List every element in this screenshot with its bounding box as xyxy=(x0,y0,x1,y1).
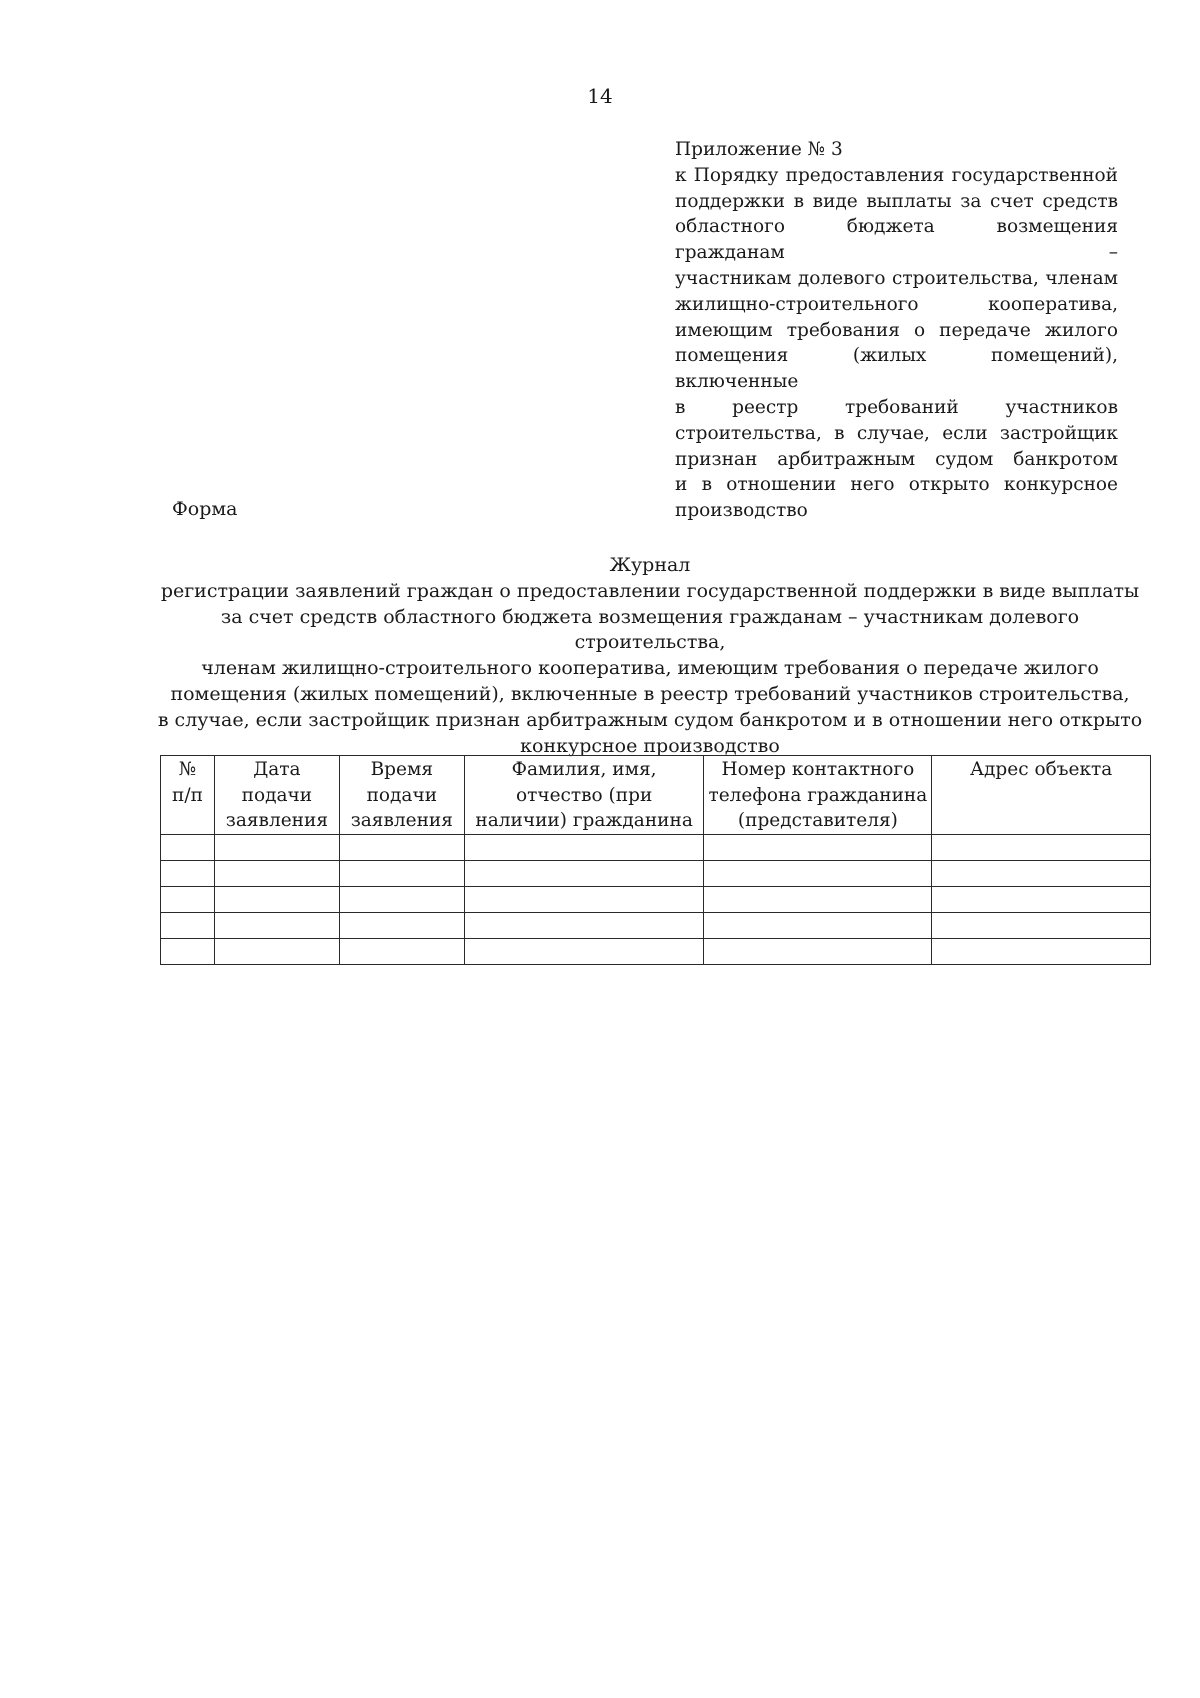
table-cell xyxy=(464,912,704,938)
journal-title: Журнал xyxy=(609,554,691,576)
table-cell xyxy=(704,886,932,912)
appendix-line: в реестр требований участников xyxy=(675,396,1118,418)
appendix-title: Приложение № 3 xyxy=(675,139,843,160)
table-cell xyxy=(704,860,932,886)
journal-subtitle-line: за счет средств областного бюджета возмещения гражданам – участникам долевого строительства, xyxy=(220,605,1080,654)
table-row xyxy=(161,938,1151,964)
appendix-line: помещения (жилых помещений), включенные xyxy=(675,345,1118,393)
table-cell xyxy=(932,860,1151,886)
appendix-line: производство xyxy=(675,500,808,522)
table-cell xyxy=(932,912,1151,938)
page-number: 14 xyxy=(587,84,613,108)
table-cell xyxy=(214,938,339,964)
table-cell xyxy=(704,938,932,964)
table-cell xyxy=(932,886,1151,912)
journal-subtitle-line: членам жилищно-строительного кооператива, имеющим требования о передаче жилого xyxy=(201,657,1099,680)
table-cell xyxy=(161,938,215,964)
appendix-line: участникам долевого строительства, членам xyxy=(675,267,1118,289)
column-header-address: Адрес объекта xyxy=(932,756,1151,835)
table-cell xyxy=(161,834,215,860)
appendix-line: областного бюджета возмещения гражданам – xyxy=(675,216,1118,264)
table-cell xyxy=(339,912,464,938)
appendix-line: имеющим требования о передаче жилого xyxy=(675,319,1118,341)
table-row xyxy=(161,912,1151,938)
table-cell xyxy=(464,860,704,886)
journal-heading xyxy=(150,553,1150,759)
appendix-block xyxy=(675,137,1118,524)
column-header-phone: Номер контактного телефона гражданина (представителя) xyxy=(704,756,932,835)
table-cell xyxy=(464,886,704,912)
form-label: Форма xyxy=(172,498,238,520)
table-cell xyxy=(704,834,932,860)
table-cell xyxy=(214,860,339,886)
table-cell xyxy=(161,860,215,886)
table-cell xyxy=(704,912,932,938)
journal-subtitle-line: регистрации заявлений граждан о предоставлении государственной поддержки в виде выплаты xyxy=(160,579,1140,602)
table-row xyxy=(161,860,1151,886)
table-cell xyxy=(339,860,464,886)
table-cell xyxy=(339,938,464,964)
table-cell xyxy=(932,938,1151,964)
journal-subtitle-line: в случае, если застройщик признан арбитражным судом банкротом и в отношении него открыто xyxy=(157,708,1143,731)
register-table xyxy=(160,755,1151,965)
table-row xyxy=(161,886,1151,912)
appendix-body xyxy=(675,163,1118,524)
table-cell xyxy=(161,912,215,938)
appendix-line: и в отношении него открыто конкурсное xyxy=(675,474,1118,496)
column-header-number: № п/п xyxy=(161,756,215,835)
table-cell xyxy=(464,834,704,860)
column-header-time: Время подачи заявления xyxy=(339,756,464,835)
appendix-line: строительства, в случае, если застройщик xyxy=(675,422,1118,444)
table-header-row xyxy=(161,756,1151,835)
table-cell xyxy=(464,938,704,964)
column-header-date: Дата подачи заявления xyxy=(214,756,339,835)
appendix-line: жилищно-строительного кооператива, xyxy=(675,293,1118,315)
table-cell xyxy=(214,834,339,860)
table-body xyxy=(161,834,1151,964)
table-cell xyxy=(339,886,464,912)
journal-subtitle-line: помещения (жилых помещений), включенные в реестр требований участников строительства, xyxy=(170,682,1130,705)
table-cell xyxy=(339,834,464,860)
appendix-line: поддержки в виде выплаты за счет средств xyxy=(675,190,1118,212)
table-cell xyxy=(214,886,339,912)
table-cell xyxy=(161,886,215,912)
table-row xyxy=(161,834,1151,860)
journal-subtitle-line: конкурсное производство xyxy=(520,734,780,757)
table-cell xyxy=(932,834,1151,860)
appendix-line: признан арбитражным судом банкротом xyxy=(675,448,1118,470)
appendix-line: к Порядку предоставления государственной xyxy=(675,164,1118,186)
table-cell xyxy=(214,912,339,938)
column-header-full-name: Фамилия, имя, отчество (при наличии) гражданина xyxy=(464,756,704,835)
